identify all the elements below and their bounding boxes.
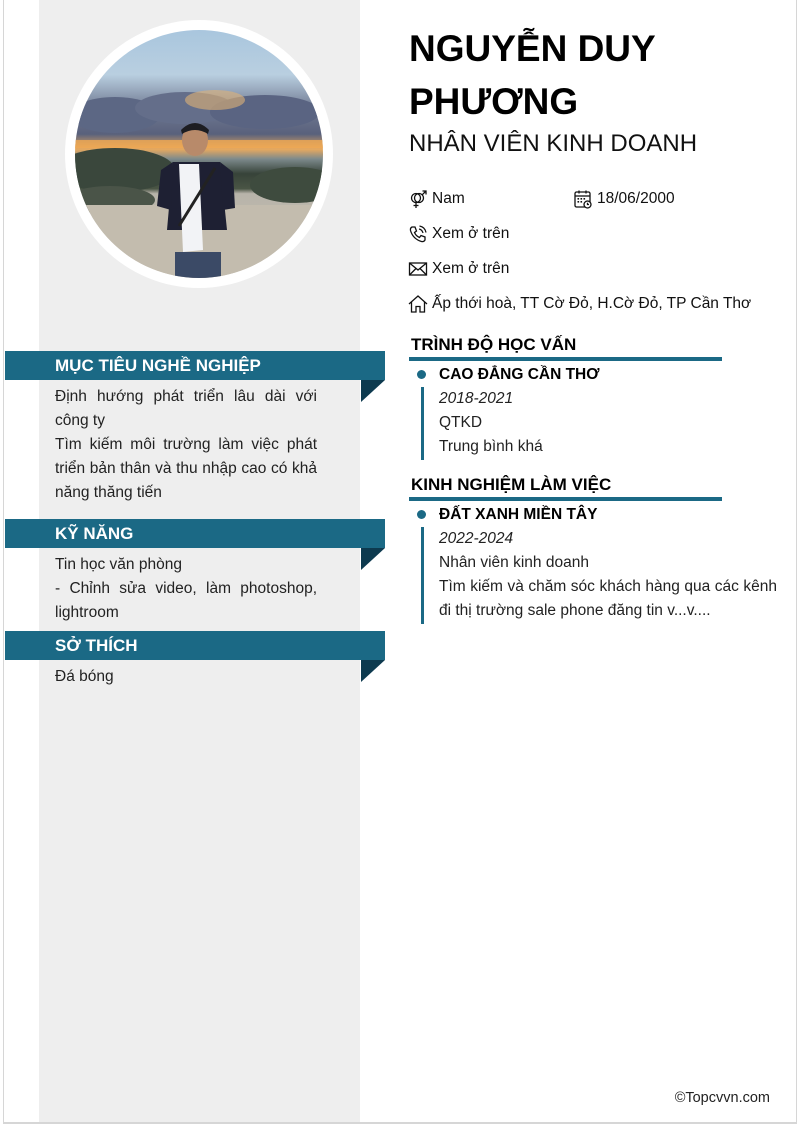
calendar-icon bbox=[573, 189, 593, 209]
section-title-experience: KINH NGHIỆM LÀM VIỆC bbox=[411, 475, 612, 494]
experience-role: Nhân viên kinh doanh bbox=[439, 554, 589, 571]
section-underline bbox=[409, 357, 722, 361]
school-name: CAO ĐẲNG CẦN THƠ bbox=[439, 366, 600, 383]
ribbon-fold-decoration bbox=[361, 548, 385, 570]
experience-period: 2022-2024 bbox=[439, 530, 514, 547]
email-value: Xem ở trên bbox=[432, 260, 510, 277]
section-underline bbox=[409, 497, 722, 501]
cv-page bbox=[3, 0, 797, 1124]
avatar bbox=[75, 30, 323, 278]
envelope-icon bbox=[408, 259, 428, 279]
contact-address bbox=[408, 294, 751, 314]
objective-content bbox=[55, 385, 317, 505]
timeline-bar bbox=[421, 527, 424, 624]
timeline-dot bbox=[417, 370, 426, 379]
ribbon-fold-decoration bbox=[361, 380, 385, 402]
gender-icon bbox=[408, 189, 428, 209]
company-name: ĐẤT XANH MIỀN TÂY bbox=[439, 506, 598, 523]
experience-description: Tìm kiếm và chăm sóc khách hàng qua các kênh đi thị trường sale phone đăng tin v...v.... bbox=[439, 578, 777, 619]
contact-birthday bbox=[573, 189, 675, 209]
education-period: 2018-2021 bbox=[439, 390, 514, 407]
birthday-value: 18/06/2000 bbox=[597, 190, 675, 207]
home-icon bbox=[408, 294, 428, 314]
candidate-name: NGUYỄN DUY PHƯƠNG bbox=[409, 28, 656, 122]
candidate-position: NHÂN VIÊN KINH DOANH bbox=[409, 130, 698, 157]
contact-email bbox=[408, 259, 509, 279]
avatar-frame bbox=[65, 20, 333, 288]
skill-line: - Chỉnh sửa video, làm photoshop, lightroom bbox=[55, 580, 317, 621]
section-header-hobbies: SỞ THÍCH bbox=[5, 631, 385, 660]
contact-gender bbox=[408, 189, 465, 209]
section-title-education: TRÌNH ĐỘ HỌC VẤN bbox=[411, 335, 577, 354]
section-header-skills: KỸ NĂNG bbox=[5, 519, 385, 548]
hobbies-content bbox=[55, 665, 317, 689]
experience-entry bbox=[439, 503, 777, 623]
objective-line: Tìm kiếm môi trường làm việc phát triển bản thân và thu nhập cao có khả năng thăng tiến bbox=[55, 436, 317, 501]
education-entry bbox=[439, 363, 777, 459]
section-header-objective: MỤC TIÊU NGHỀ NGHIỆP bbox=[5, 351, 385, 380]
timeline-bar bbox=[421, 387, 424, 460]
timeline-dot bbox=[417, 510, 426, 519]
education-grade: Trung bình khá bbox=[439, 438, 543, 455]
ribbon-fold-decoration bbox=[361, 660, 385, 682]
hobby-line: Đá bóng bbox=[55, 668, 114, 685]
education-major: QTKD bbox=[439, 414, 483, 431]
phone-icon bbox=[408, 224, 428, 244]
address-value: Ấp thới hoà, TT Cờ Đỏ, H.Cờ Đỏ, TP Cần Thơ bbox=[432, 295, 752, 312]
skills-content bbox=[55, 553, 317, 625]
contact-phone bbox=[408, 224, 509, 244]
skill-line: Tin học văn phòng bbox=[55, 556, 182, 573]
phone-value: Xem ở trên bbox=[432, 225, 510, 242]
avatar-photo-illustration bbox=[75, 30, 323, 278]
gender-value: Nam bbox=[432, 190, 465, 207]
objective-line: Định hướng phát triển lâu dài với công ty bbox=[55, 388, 317, 429]
footer-copyright: ©Topcvvn.com bbox=[674, 1090, 770, 1106]
